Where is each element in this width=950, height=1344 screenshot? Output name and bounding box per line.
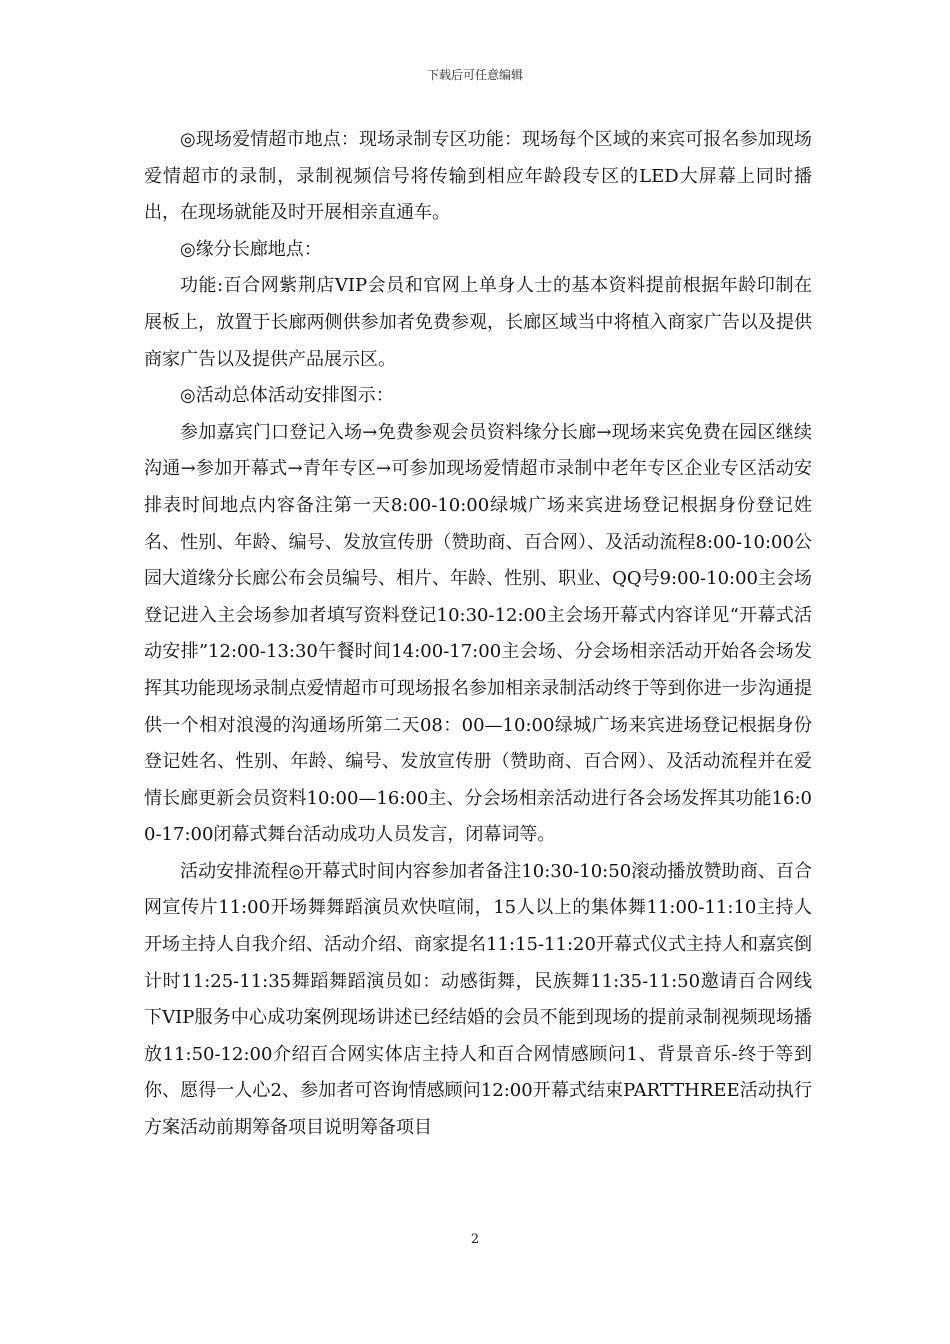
paragraph-corridor-heading: ◎缘分长廊地点：: [180, 238, 322, 260]
paragraph-overall-heading: ◎活动总体活动安排图示：: [180, 385, 394, 407]
page-header-note: 下载后可任意编辑: [426, 68, 523, 82]
paragraph-opening-flow: 活动安排流程◎开幕式时间内容参加者备注10:30-10:50滚动播放赞助商、百合网宣传片11:00开场舞舞蹈演员欢快喧闹，15人以上的集体舞11:00-11:10主持人开场主持人自我介绍、活动介绍、商家提名11:15-11:20开幕式仪式主持人和嘉宾倒计时11:25-11:35舞蹈舞蹈演员如：动感街舞，民族舞11:35-11:50邀请百合网线下VIP服务中心成功案例现场讲述已经结婚的会员不能到现场的提前录制视频现场播放11:50-12:00介绍百合网实体店主持人和百合网情感顾问1、背景音乐-终于等到你、愿得一人心2、参加者可咨询情感顾问12:00开幕式结束PARTTHREE活动执行方案活动前期筹备项目说明筹备项目: [144, 860, 812, 1139]
paragraph-love-market: ◎现场爱情超市地点：现场录制专区功能：现场每个区域的来宾可报名参加现场爱情超市的录制，录制视频信号将传输到相应年龄段专区的LED大屏幕上同时播出，在现场就能及时开展相亲直通车。: [144, 129, 812, 224]
page-number: 2: [470, 1232, 480, 1247]
paragraph-schedule: 参加嘉宾门口登记入场→免费参观会员资料缘分长廊→现场来宾免费在园区继续沟通→参加开幕式→青年专区→可参加现场爱情超市录制中老年专区企业专区活动安排表时间地点内容备注第一天8:00-10:00绿城广场来宾进场登记根据身份登记姓名、性别、年龄、编号、发放宣传册（赞助商、百合网）、及活动流程8:00-10:00公园大道缘分长廊公布会员编号、相片、年龄、性别、职业、QQ号9:00-10:00主会场登记进入主会场参加者填写资料登记10:30-12:00主会场开幕式内容详见“开幕式活动安排”12:00-13:30午餐时间14:00-17:00主会场、分会场相亲活动开始各会场发挥其功能现场录制点爱情超市可现场报名参加相亲录制活动终于等到你进一步沟通提供一个相对浪漫的沟通场所第二天08：00—10:00绿城广场来宾进场登记根据身份登记姓名、性别、年龄、编号、发放宣传册（赞助商、百合网）、及活动流程并在爱情长廊更新会员资料10:00—16:00主、分会场相亲活动进行各会场发挥其功能16:00-17:00闭幕式舞台活动成功人员发言，闭幕词等。: [144, 421, 812, 846]
paragraph-corridor-function: 功能:百合网紫荆店VIP会员和官网上单身人士的基本资料提前根据年龄印制在展板上，放置于长廊两侧供参加者免费参观，长廊区域当中将植入商家广告以及提供商家广告以及提供产品展示区。: [144, 275, 812, 370]
document-body: [144, 122, 812, 1147]
